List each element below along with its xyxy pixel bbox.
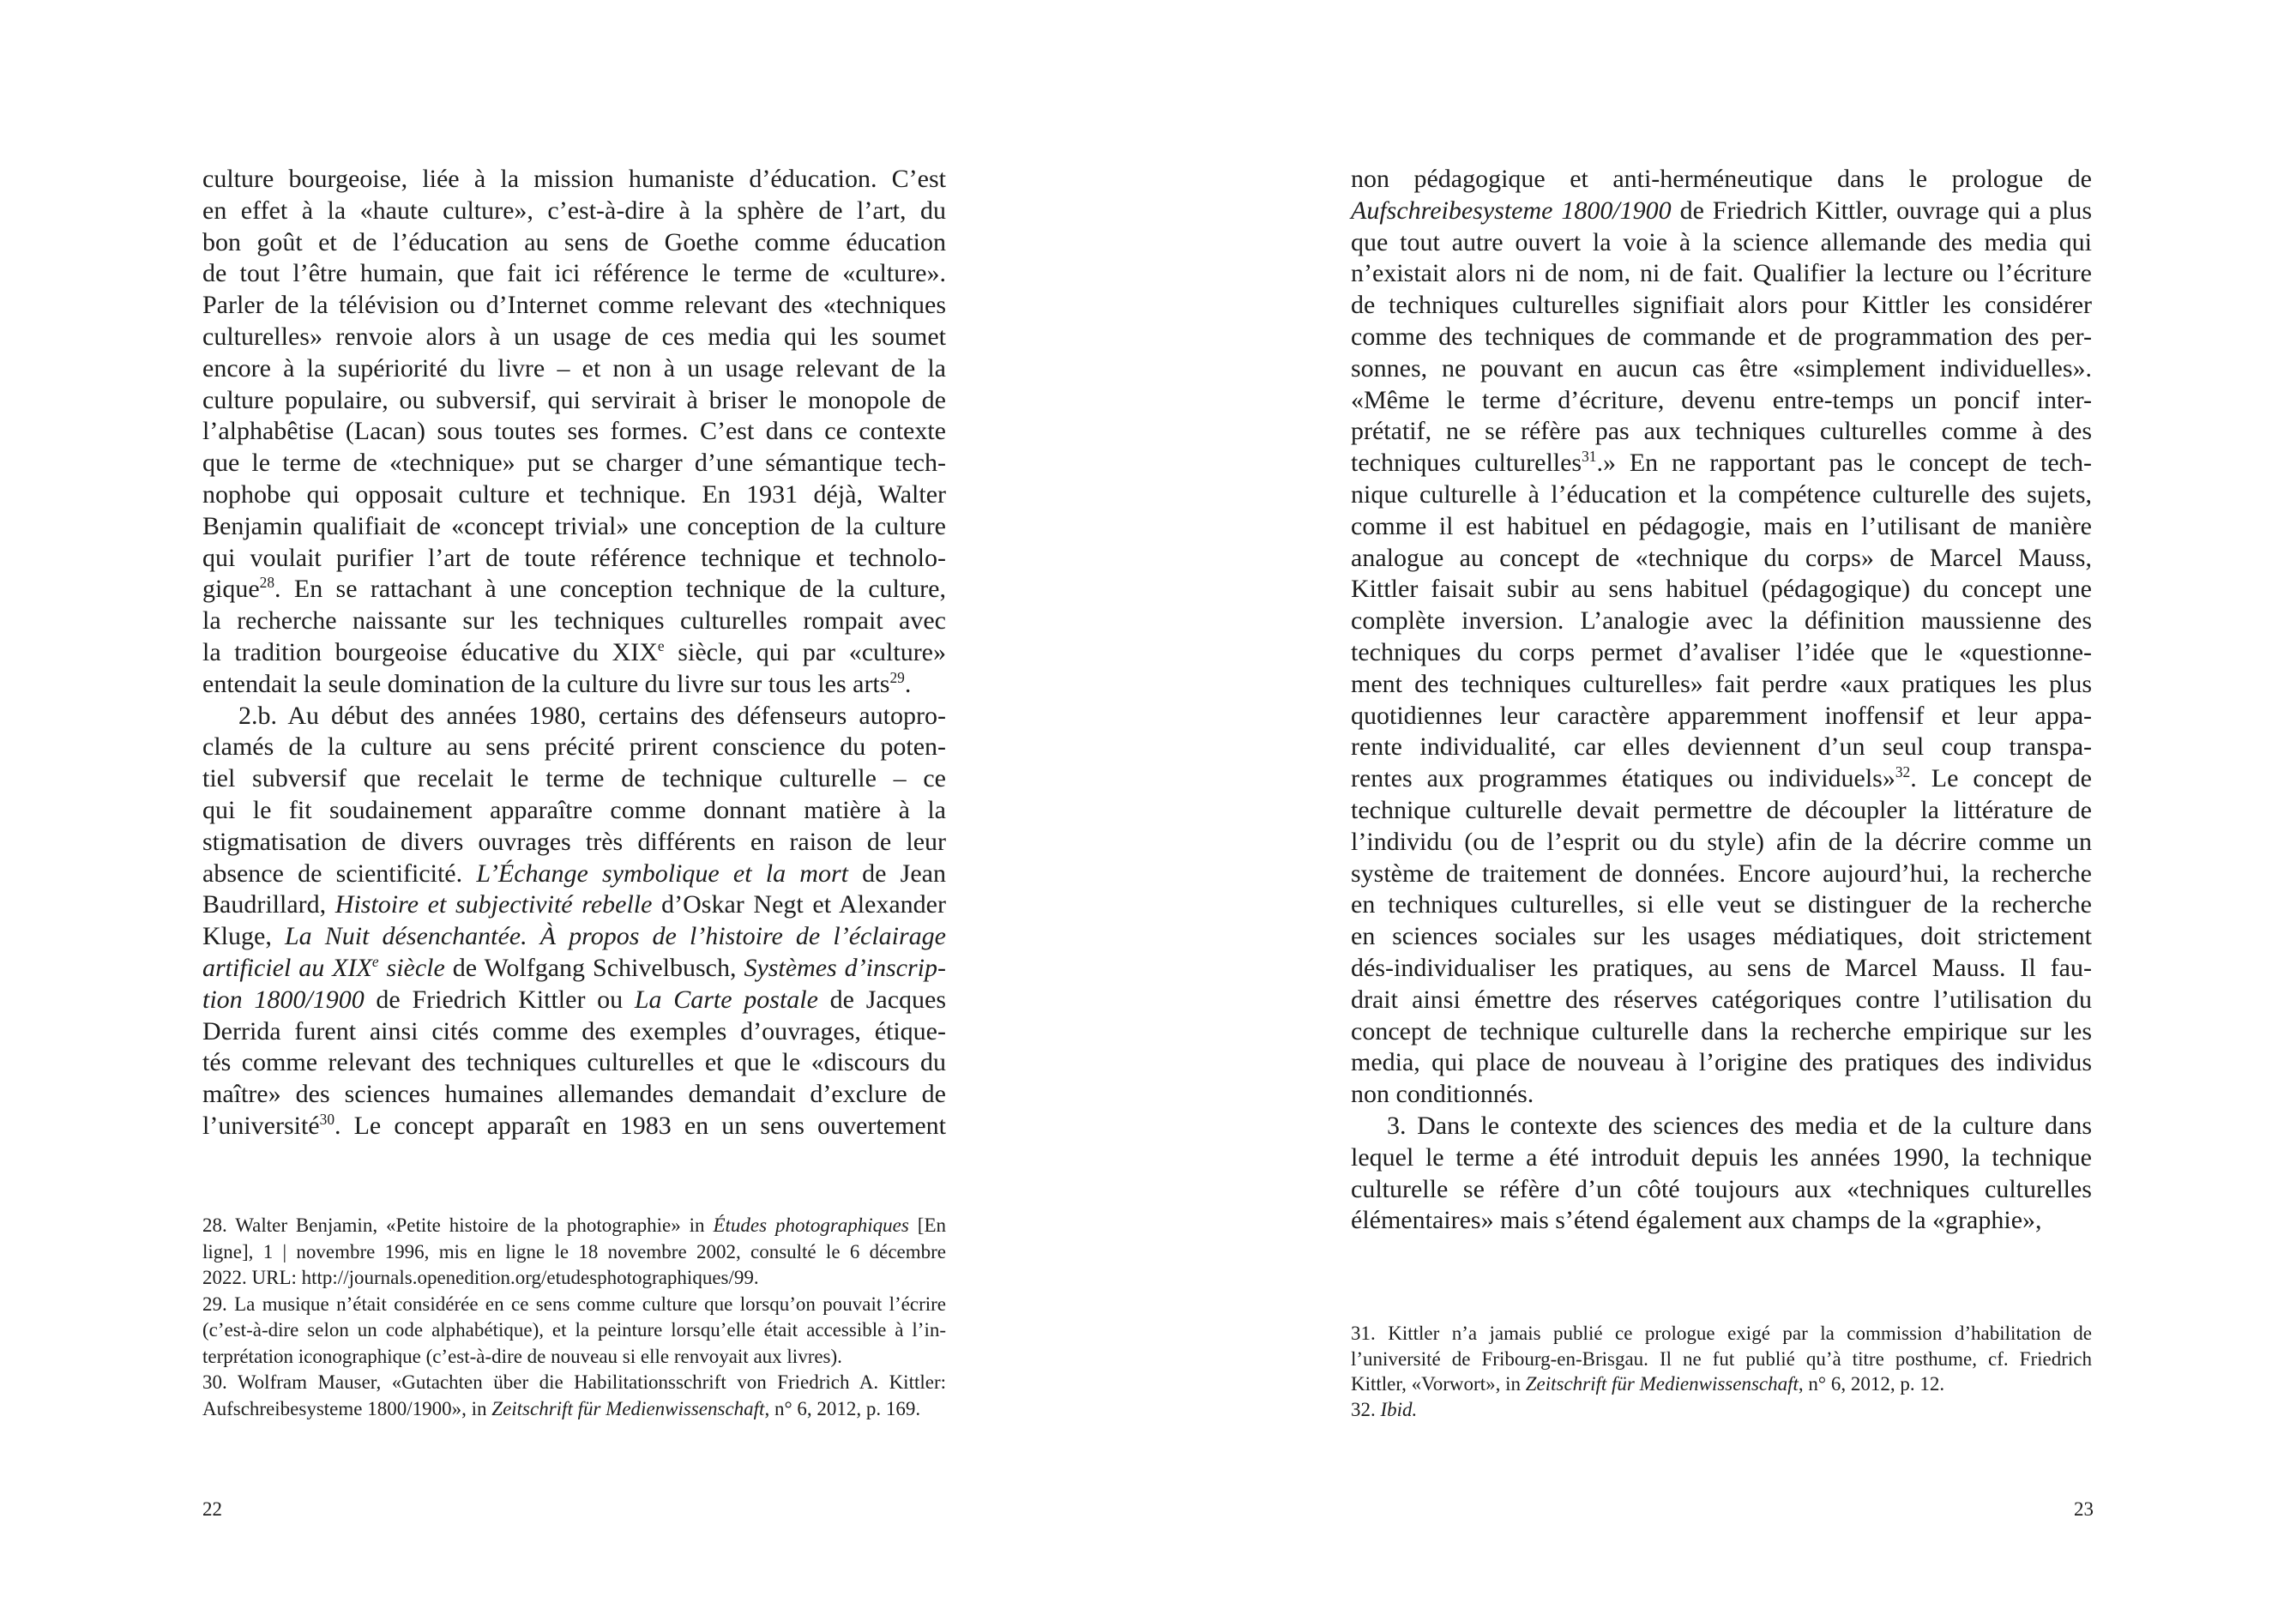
text-run: , n° 6, 2012, p. 12. xyxy=(1798,1373,1945,1395)
footnote-32 xyxy=(1351,1397,2092,1423)
text-run: . En se rattachant à une conception technique de la culture, xyxy=(274,575,946,604)
text-run: analogue au concept de «technique du corps» de Marcel Mauss, xyxy=(1351,543,2092,572)
text-run: quotidiennes leur caractère apparemment inoffensif et leur appa- xyxy=(1351,701,2092,730)
body-line xyxy=(202,543,946,575)
text-run: l’alphabêtise (Lacan) sous toutes ses formes. C’est dans ce contexte xyxy=(202,417,946,446)
body-line xyxy=(1351,385,2092,417)
text-run: que tout autre ouvert la voie à la science allemande des media qui xyxy=(1351,227,2092,256)
text-run: «Même le terme d’écriture, devenu entre-temps un poncif inter- xyxy=(1351,385,2092,414)
text-run: . Le concept de xyxy=(1910,764,2092,793)
footnote-reference: 30 xyxy=(319,1111,335,1129)
text-run: (c’est-à-dire selon un code alphabétique), et la peinture lorsqu’elle était accessible à l’in- xyxy=(202,1319,946,1341)
body-line xyxy=(1351,479,2092,511)
body-line xyxy=(202,859,946,890)
body-line xyxy=(202,196,946,227)
italic-title: Études photographiques xyxy=(713,1214,909,1236)
footnote-line xyxy=(202,1265,946,1292)
body-line xyxy=(202,669,946,701)
body-line xyxy=(1351,701,2092,732)
text-run: en techniques culturelles, si elle veut se distinguer de la recherche xyxy=(1351,890,2092,919)
footnote-reference: e xyxy=(657,637,665,655)
italic-title: Zeitschrift für Medienwissenschaft xyxy=(491,1397,765,1419)
body-line xyxy=(202,1016,946,1048)
text-run: que le terme de «technique» put se charger d’une sémantique tech- xyxy=(202,449,946,478)
body-line xyxy=(202,227,946,259)
body-line xyxy=(1351,985,2092,1016)
text-run: absence de scientificité. xyxy=(202,859,477,888)
body-line xyxy=(202,416,946,448)
text-run: de Wolfgang Schivelbusch, xyxy=(444,953,744,982)
text-run: 31. Kittler n’a jamais publié ce prologue exigé par la commission d’habilitation de xyxy=(1351,1323,2092,1344)
text-run: culture bourgeoise, liée à la mission humaniste d’éducation. C’est xyxy=(202,165,946,193)
italic-title: Aufschreibesysteme 1800/1900 xyxy=(1351,196,1672,225)
body-line xyxy=(1351,763,2092,795)
body-line xyxy=(1351,1174,2092,1206)
body-line xyxy=(1351,1111,2092,1142)
footnote-29 xyxy=(202,1292,946,1371)
text-run: de Jean xyxy=(847,859,946,888)
left-footnotes xyxy=(202,1213,946,1422)
text-run: 2022. URL: http://journals.openedition.org/etudesphotographiques/99. xyxy=(202,1267,759,1288)
text-run: technique culturelle devait permettre de découpler la littérature de xyxy=(1351,795,2092,824)
footnote-reference: e xyxy=(371,953,379,971)
text-run: encore à la supériorité du livre – et non à un usage relevant de la xyxy=(202,353,946,383)
body-line xyxy=(1351,637,2092,669)
body-line xyxy=(202,448,946,479)
text-run: la tradition bourgeoise éducative du XIX xyxy=(202,637,658,666)
italic-title: Systèmes d’inscrip- xyxy=(744,953,946,982)
italic-title: La Nuit désenchantée. À propos de l’histoire de l’éclairage xyxy=(284,922,946,951)
body-line xyxy=(202,763,946,795)
text-run: sonnes, ne pouvant en aucun cas être «simplement individuelles». xyxy=(1351,353,2092,383)
body-line xyxy=(1351,511,2092,543)
body-line xyxy=(202,827,946,859)
text-run: de tout l’être humain, que fait ici référence le terme de «culture». xyxy=(202,259,946,288)
text-run: techniques culturelles xyxy=(1351,449,1582,478)
text-run: de techniques culturelles signifiait alors pour Kittler les considérer xyxy=(1351,291,2092,320)
footnote-line xyxy=(1351,1347,2092,1372)
text-run: . xyxy=(904,669,912,698)
text-run: ment des techniques culturelles» fait perdre «aux pratiques les plus xyxy=(1351,669,2092,698)
italic-title: L’Échange symbolique et la mort xyxy=(476,859,848,888)
body-line xyxy=(202,1111,946,1142)
text-run: gique xyxy=(202,575,260,604)
text-run: non pédagogique et anti-herméneutique dans le prologue de xyxy=(1351,165,2092,193)
body-line xyxy=(202,258,946,290)
text-run: prétatif, ne se réfère pas aux techniques culturelles comme à des xyxy=(1351,417,2092,446)
text-run: bon goût et de l’éducation au sens de Goethe comme éducation xyxy=(202,227,946,256)
text-run: Benjamin qualifiait de «concept trivial» une conception de la culture xyxy=(202,511,946,540)
body-line xyxy=(202,479,946,511)
text-run: 2.b. Au début des années 1980, certains des défenseurs autopro- xyxy=(238,701,946,730)
text-run: clamés de la culture au sens précité prirent conscience du poten- xyxy=(202,732,946,762)
right-body-text xyxy=(1351,164,2092,1237)
body-line xyxy=(1351,1205,2092,1237)
footnote-31 xyxy=(1351,1321,2092,1397)
text-run: dés-individualiser les pratiques, au sens de Marcel Mauss. Il fau- xyxy=(1351,953,2092,982)
body-line xyxy=(202,353,946,385)
text-run: Parler de la télévision ou d’Internet comme relevant des «techniques xyxy=(202,291,946,320)
text-run: la recherche naissante sur les techniques culturelles rompait avec xyxy=(202,606,946,636)
text-run: media, qui place de nouveau à l’origine des pratiques des individus xyxy=(1351,1048,2092,1077)
body-line xyxy=(202,164,946,196)
text-run: maître» des sciences humaines allemandes demandait d’exclure de xyxy=(202,1080,946,1109)
body-line xyxy=(202,795,946,827)
text-run: l’université xyxy=(202,1111,320,1140)
body-line xyxy=(1351,921,2092,953)
text-run: complète inversion. L’analogie avec la définition maussienne des xyxy=(1351,606,2092,636)
italic-title: Histoire et subjectivité rebelle xyxy=(334,890,653,919)
text-run: Kittler faisait subir au sens habituel (pédagogique) du concept une xyxy=(1351,575,2092,604)
body-line xyxy=(1351,543,2092,575)
text-run: d’Oskar Negt et Alexander xyxy=(652,890,946,919)
text-run: de Friedrich Kittler, ouvrage qui a plus xyxy=(1671,196,2092,225)
body-line xyxy=(1351,1016,2092,1048)
footnote-line xyxy=(202,1213,946,1239)
body-line xyxy=(1351,416,2092,448)
text-run: 28. Walter Benjamin, «Petite histoire de la photographie» in xyxy=(202,1214,714,1236)
text-run: tiel subversif que recelait le terme de technique culturelle – ce xyxy=(202,764,946,793)
body-line xyxy=(1351,290,2092,322)
page-number-right: 23 xyxy=(2074,1498,2094,1520)
body-line xyxy=(1351,1142,2092,1174)
footnote-28 xyxy=(202,1213,946,1292)
footnote-line xyxy=(202,1239,946,1266)
text-run: nique culturelle à l’éducation et la compétence culturelle des sujets, xyxy=(1351,479,2092,509)
body-line xyxy=(1351,574,2092,606)
right-footnotes xyxy=(1351,1321,2092,1422)
text-run: nophobe qui opposait culture et technique. En 1931 déjà, Walter xyxy=(202,479,946,509)
body-line xyxy=(202,290,946,322)
text-run: l’université de Fribourg-en-Brisgau. Il ne fut publié qu’à titre posthume, cf. Friedrich xyxy=(1351,1347,2092,1370)
footnote-reference: 29 xyxy=(889,668,905,686)
body-line xyxy=(1351,827,2092,859)
text-run: 3. Dans le contexte des sciences des media et de la culture dans xyxy=(1387,1111,2092,1140)
italic-title: tion 1800/1900 xyxy=(202,985,365,1014)
body-line xyxy=(1351,258,2092,290)
text-run: culture populaire, ou subversif, qui servirait à briser le monopole de xyxy=(202,385,946,414)
body-line xyxy=(1351,859,2092,890)
text-run: Kluge, xyxy=(202,922,285,951)
left-body-text xyxy=(202,164,946,1142)
body-line xyxy=(1351,1079,2092,1111)
body-line xyxy=(202,322,946,353)
body-line xyxy=(202,385,946,417)
text-run: Baudrillard, xyxy=(202,890,335,919)
body-line xyxy=(1351,795,2092,827)
footnote-line xyxy=(1351,1321,2092,1347)
footnote-reference: 31 xyxy=(1582,448,1597,466)
text-run: rente individualité, car elles deviennent d’un seul coup transpa- xyxy=(1351,732,2092,762)
footnote-reference: 28 xyxy=(259,574,275,592)
footnote-line xyxy=(1351,1371,2092,1397)
text-run: de Jacques xyxy=(817,985,946,1014)
text-run: en effet à la «haute culture», c’est-à-dire à la sphère de l’art, du xyxy=(202,196,946,225)
text-run: techniques du corps permet d’avaliser l’idée que le «questionne- xyxy=(1351,637,2092,666)
text-run: .» En ne rapportant pas le concept de tech- xyxy=(1596,449,2092,478)
text-run: en sciences sociales sur les usages médiatiques, doit strictement xyxy=(1351,922,2092,951)
text-run: tés comme relevant des techniques culturelles et que le «discours du xyxy=(202,1048,946,1077)
italic-title: Zeitschrift für Medienwissenschaft xyxy=(1525,1373,1799,1395)
body-line xyxy=(202,511,946,543)
text-run: qui le fit soudainement apparaître comme donnant matière à la xyxy=(202,795,946,824)
text-run: non conditionnés. xyxy=(1351,1080,1534,1109)
body-line xyxy=(1351,227,2092,259)
body-line xyxy=(202,701,946,732)
body-line xyxy=(1351,1047,2092,1079)
body-line xyxy=(202,606,946,637)
text-run: siècle, qui par «culture» xyxy=(664,637,946,666)
text-run: système de traitement de données. Encore aujourd’hui, la recherche xyxy=(1351,859,2092,888)
text-run: rentes aux programmes étatiques ou individuels» xyxy=(1351,764,1895,793)
body-line xyxy=(1351,669,2092,701)
body-line xyxy=(202,1079,946,1111)
text-run: comme il est habituel en pédagogie, mais en l’utilisant de manière xyxy=(1351,511,2092,540)
text-run: . Le concept apparaît en 1983 en un sens ouvertement xyxy=(334,1111,946,1140)
body-line xyxy=(1351,606,2092,637)
italic-title: siècle xyxy=(378,953,445,982)
text-run: terprétation iconographique (c’est-à-dire de nouveau si elle renvoyait aux livres). xyxy=(202,1345,842,1367)
text-run: ligne], 1 | novembre 1996, mis en ligne le 18 novembre 2002, consulté le 6 décembre xyxy=(202,1240,946,1262)
body-line xyxy=(202,574,946,606)
footnote-line xyxy=(202,1370,946,1396)
text-run: culturelles» renvoie alors à un usage de ces media qui les soumet xyxy=(202,322,946,351)
footnote-30 xyxy=(202,1370,946,1422)
body-line xyxy=(1351,164,2092,196)
body-line xyxy=(202,732,946,763)
text-run: comme des techniques de commande et de programmation des per- xyxy=(1351,322,2092,351)
page-number-left: 22 xyxy=(202,1498,222,1520)
italic-title: artificiel au XIX xyxy=(202,953,372,982)
footnote-line xyxy=(202,1317,946,1344)
text-run: Aufschreibesysteme 1800/1900», in xyxy=(202,1397,492,1419)
text-run: n’existait alors ni de nom, ni de fait. Qualifier la lecture ou l’écriture xyxy=(1351,259,2092,288)
body-line xyxy=(202,889,946,921)
body-line xyxy=(202,985,946,1016)
body-line xyxy=(1351,953,2092,985)
body-line xyxy=(1351,889,2092,921)
body-line xyxy=(202,1047,946,1079)
body-line xyxy=(1351,353,2092,385)
right-page xyxy=(1148,0,2296,1621)
body-line xyxy=(1351,322,2092,353)
body-line xyxy=(202,921,946,953)
text-run: Derrida furent ainsi cités comme des exemples d’ouvrages, étique- xyxy=(202,1016,946,1046)
body-line xyxy=(1351,196,2092,227)
body-line xyxy=(202,953,946,985)
text-run: culturelle se réfère d’un côté toujours aux «techniques culturelles xyxy=(1351,1174,2092,1203)
text-run: drait ainsi émettre des réserves catégoriques contre l’utilisation du xyxy=(1351,985,2092,1014)
text-run: concept de technique culturelle dans la recherche empirique sur les xyxy=(1351,1016,2092,1046)
text-run: 32. xyxy=(1351,1398,1381,1420)
footnote-line xyxy=(202,1344,946,1371)
text-run: [En xyxy=(908,1214,946,1236)
body-line xyxy=(1351,448,2092,479)
text-run: de Friedrich Kittler ou xyxy=(364,985,635,1014)
italic-title: La Carte postale xyxy=(634,985,818,1014)
italic-title: Ibid. xyxy=(1380,1398,1418,1420)
text-run: , n° 6, 2012, p. 169. xyxy=(764,1397,921,1419)
text-run: l’individu (ou de l’esprit ou du style) afin de la décrire comme un xyxy=(1351,827,2092,856)
footnote-reference: 32 xyxy=(1895,763,1911,781)
text-run: lequel le terme a été introduit depuis les années 1990, la technique xyxy=(1351,1142,2092,1172)
footnote-line xyxy=(1351,1397,2092,1423)
body-line xyxy=(1351,732,2092,763)
text-run: stigmatisation de divers ouvrages très différents en raison de leur xyxy=(202,827,946,856)
footnote-line xyxy=(202,1292,946,1318)
footnote-line xyxy=(202,1396,946,1423)
text-run: élémentaires» mais s’étend également aux champs de la «graphie», xyxy=(1351,1206,2042,1235)
text-run: 29. La musique n’était considérée en ce sens comme culture que lorsqu’on pouvait l’écrire xyxy=(202,1293,946,1315)
text-run: Kittler, «Vorwort», in xyxy=(1351,1373,1526,1395)
body-line xyxy=(202,637,946,669)
text-run: 30. Wolfram Mauser, «Gutachten über die Habilitationsschrift von Friedrich A. Kittler: xyxy=(202,1371,946,1393)
text-run: entendait la seule domination de la culture du livre sur tous les arts xyxy=(202,669,890,698)
text-run: qui voulait purifier l’art de toute référence technique et technolo- xyxy=(202,543,946,572)
